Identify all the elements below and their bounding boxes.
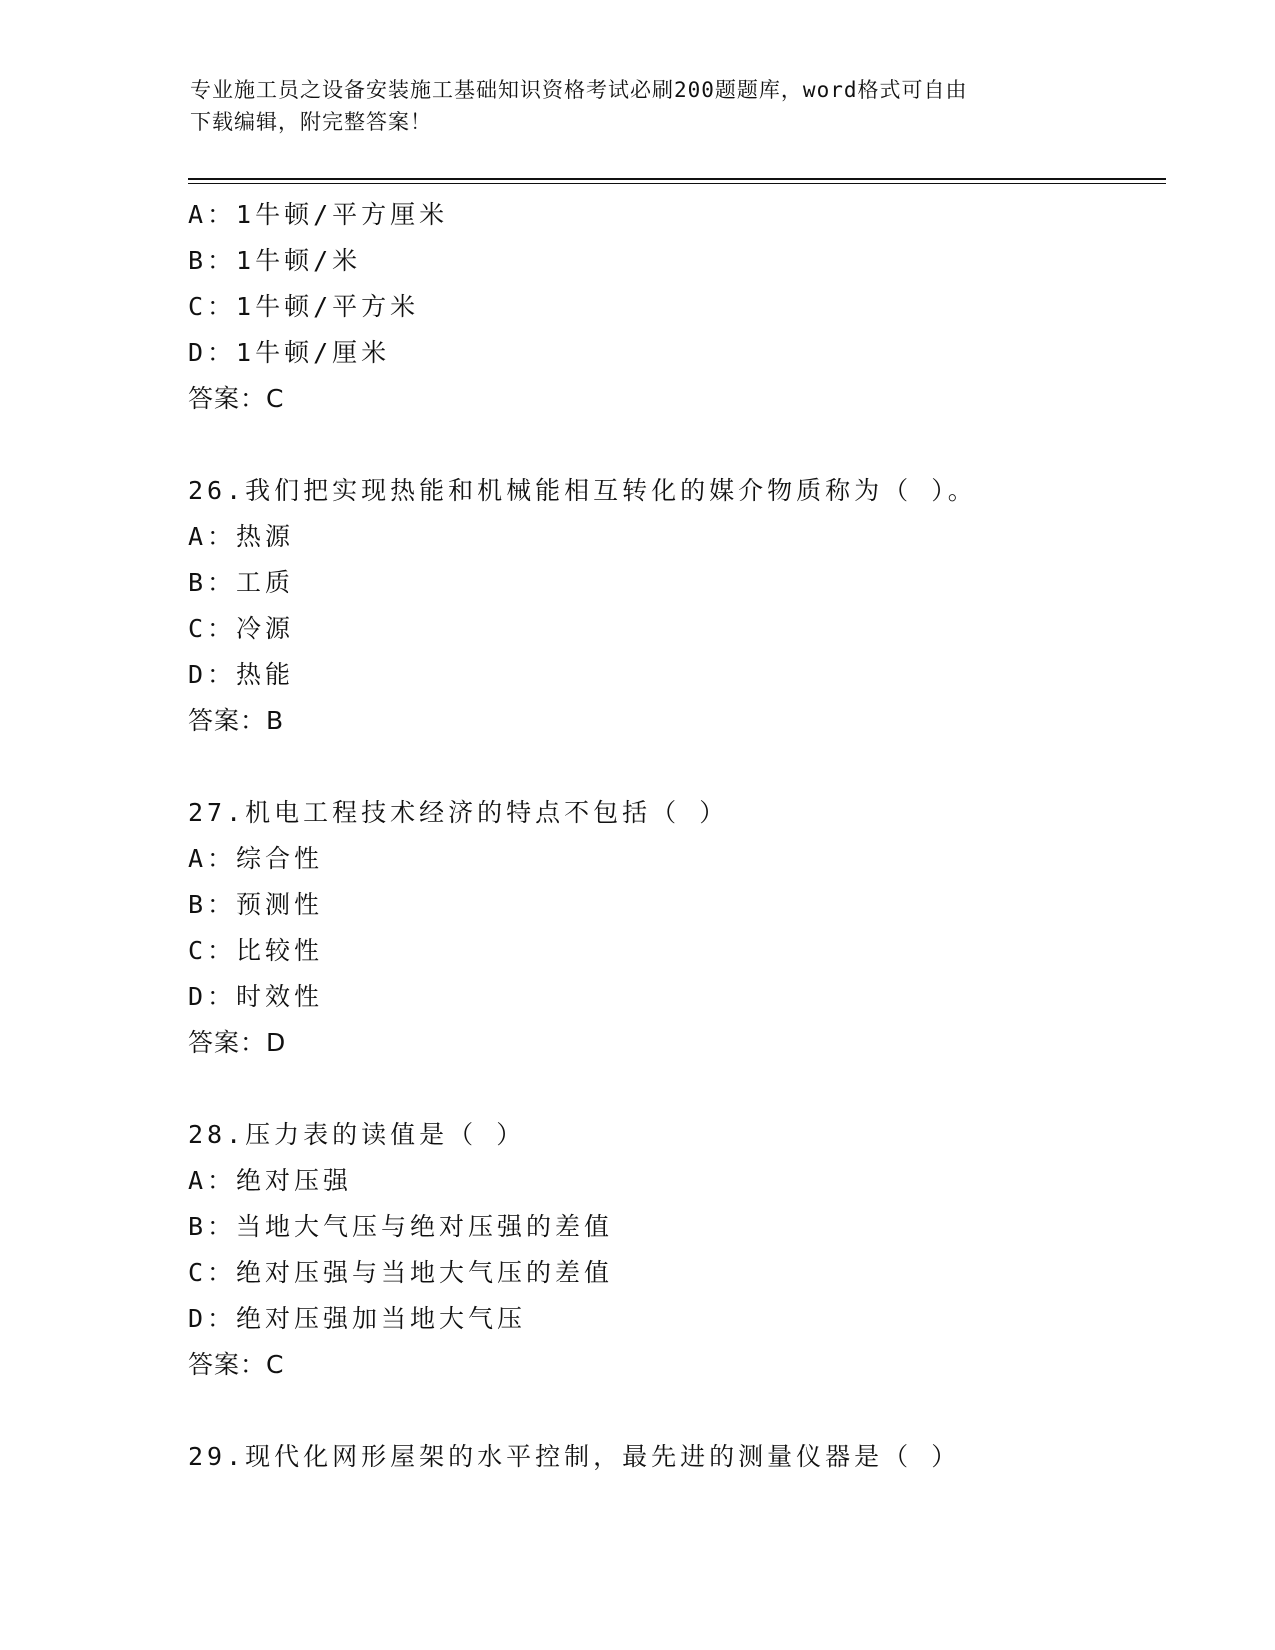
block-spacer xyxy=(188,422,1168,468)
option-c: C：比较性 xyxy=(188,936,324,965)
answer-line: 答案：B xyxy=(188,706,285,735)
header-divider-thin xyxy=(188,183,1166,184)
question-text: 28.压力表的读值是（ ） xyxy=(188,1120,526,1149)
question-text: 26.我们把实现热能和机械能相互转化的媒介物质称为（ ）。 xyxy=(188,476,977,505)
option-b: B：1牛顿/米 xyxy=(188,246,362,275)
option-d: D：1牛顿/厘米 xyxy=(188,338,391,367)
header-divider-thick xyxy=(188,178,1166,180)
question-block-25 xyxy=(188,192,1168,422)
answer-line: 答案：C xyxy=(188,384,285,413)
header-line-1: 专业施工员之设备安装施工基础知识资格考试必刷200题题库，word格式可自由 xyxy=(190,78,968,102)
option-b: B：工质 xyxy=(188,568,295,597)
block-spacer xyxy=(188,1388,1168,1434)
option-d: D：时效性 xyxy=(188,982,324,1011)
option-b: B：预测性 xyxy=(188,890,324,919)
option-b: B：当地大气压与绝对压强的差值 xyxy=(188,1212,614,1241)
option-a: A：综合性 xyxy=(188,844,324,873)
option-c: C：绝对压强与当地大气压的差值 xyxy=(188,1258,614,1287)
header-line-2: 下载编辑，附完整答案！ xyxy=(190,110,432,134)
option-c: C：冷源 xyxy=(188,614,295,643)
question-block-28 xyxy=(188,1112,1168,1388)
block-spacer xyxy=(188,1066,1168,1112)
option-c: C：1牛顿/平方米 xyxy=(188,292,420,321)
option-a: A：1牛顿/平方厘米 xyxy=(188,200,449,229)
question-list xyxy=(188,192,1168,1480)
answer-line: 答案：C xyxy=(188,1350,285,1379)
question-text: 27.机电工程技术经济的特点不包括（ ） xyxy=(188,798,729,827)
question-block-29 xyxy=(188,1434,1168,1480)
option-a: A：热源 xyxy=(188,522,295,551)
question-block-27 xyxy=(188,790,1168,1066)
option-d: D：热能 xyxy=(188,660,295,689)
document-header xyxy=(190,74,1090,138)
block-spacer xyxy=(188,744,1168,790)
option-a: A：绝对压强 xyxy=(188,1166,353,1195)
option-d: D：绝对压强加当地大气压 xyxy=(188,1304,527,1333)
answer-line: 答案：D xyxy=(188,1028,287,1057)
question-text: 29.现代化网形屋架的水平控制，最先进的测量仪器是（ ） xyxy=(188,1442,961,1471)
question-block-26 xyxy=(188,468,1168,744)
